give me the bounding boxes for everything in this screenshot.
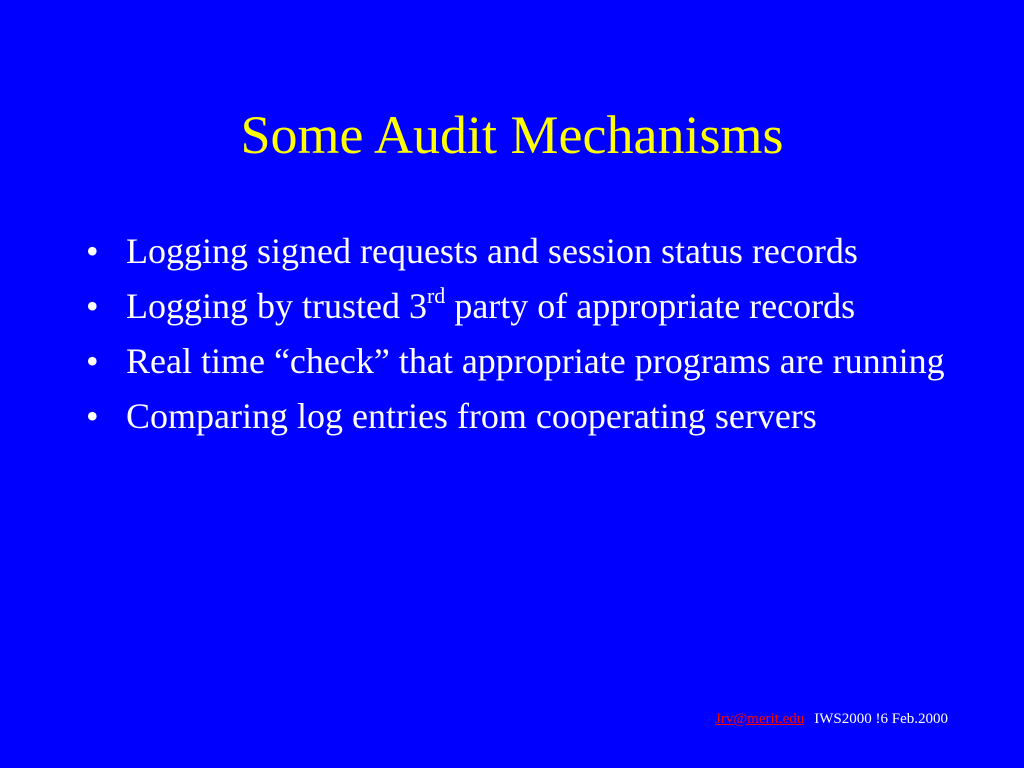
bullet-item [86, 338, 946, 385]
bullet-text-after: party of appropriate records [445, 286, 856, 326]
bullet-marker: • [86, 286, 99, 326]
bullet-text-before: Logging by trusted 3 [126, 286, 427, 326]
bullet-text [126, 283, 856, 326]
footer-event-text: IWS2000 !6 Feb.2000 [814, 711, 948, 727]
email-link[interactable]: Jrv@merit.edu [715, 711, 805, 727]
bullet-item [86, 283, 946, 330]
bullet-item [86, 228, 946, 275]
bullet-text: Comparing log entries from cooperating servers [126, 396, 817, 436]
bullet-marker: • [86, 231, 99, 271]
slide-footer [715, 709, 948, 729]
bullet-list [86, 228, 946, 448]
bullet-text: Logging signed requests and session status records [126, 231, 858, 271]
slide-title: Some Audit Mechanisms [240, 105, 784, 165]
bullet-marker: • [86, 341, 99, 381]
superscript-text: rd [426, 283, 446, 308]
bullet-marker: • [86, 396, 99, 436]
bullet-item [86, 393, 946, 440]
bullet-text: Real time “check” that appropriate programs are running [126, 341, 945, 381]
